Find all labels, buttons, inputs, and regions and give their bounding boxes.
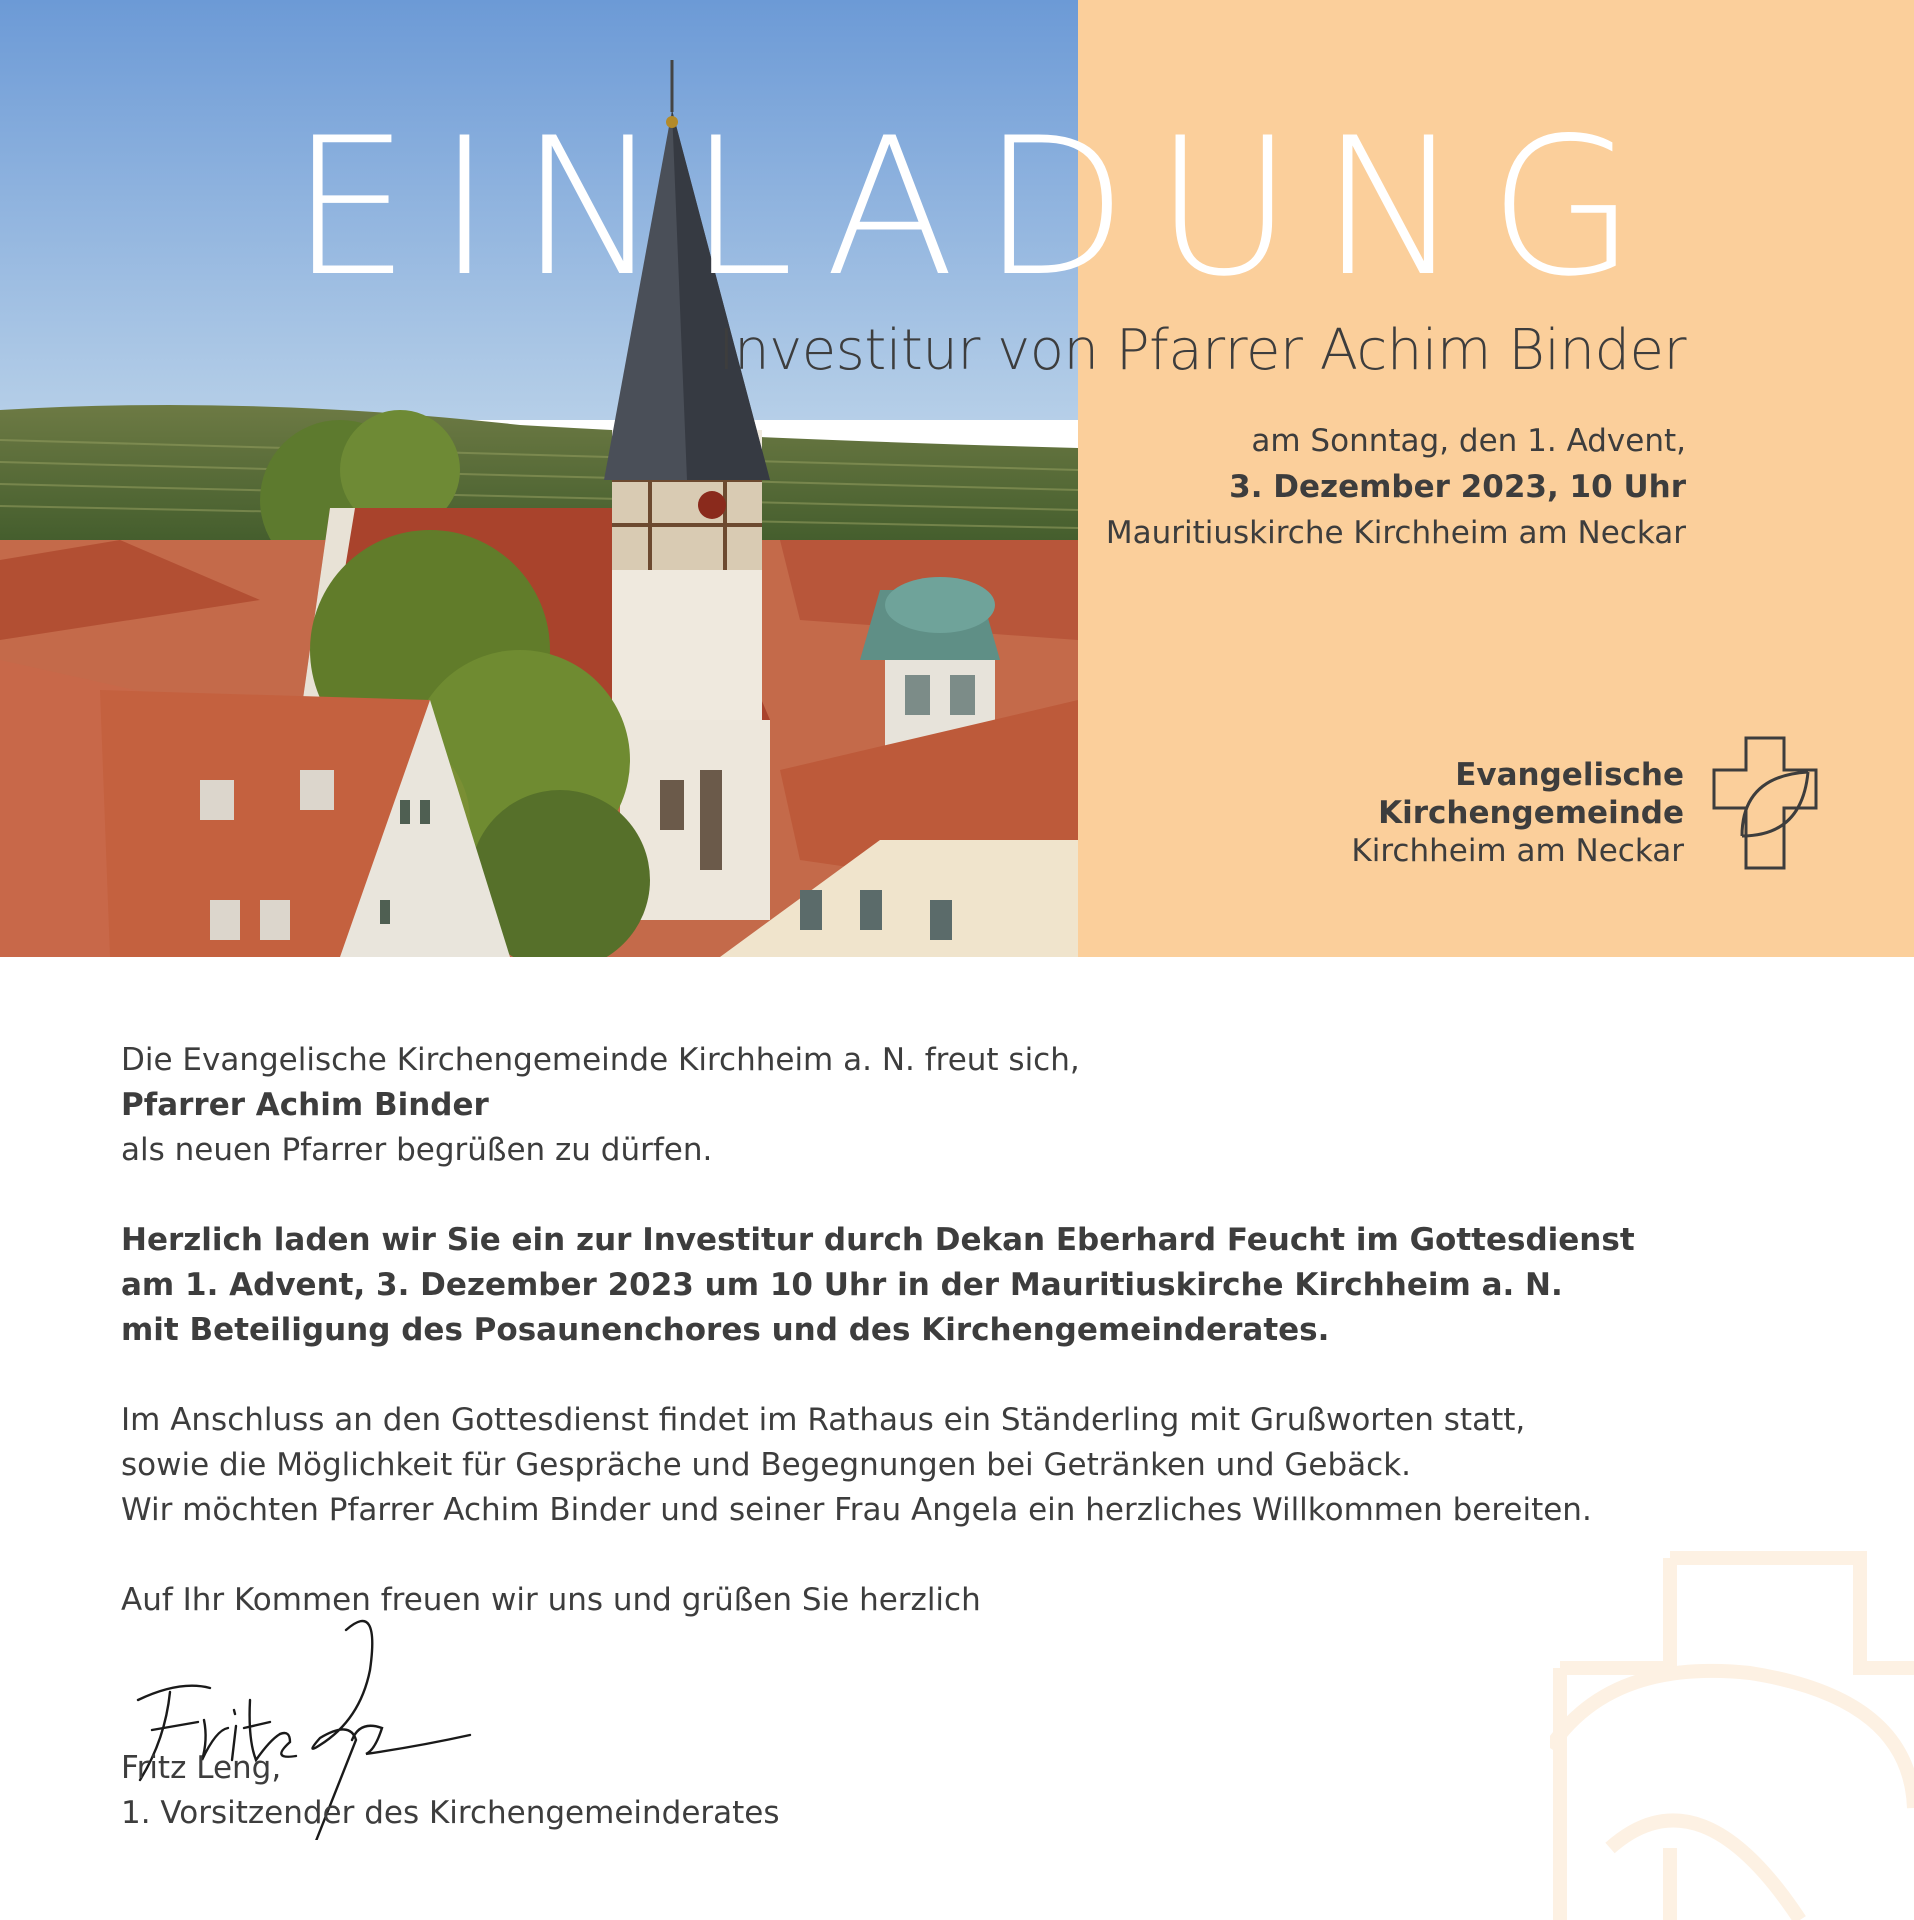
signer-role: 1. Vorsitzender des Kirchengemeinderates bbox=[121, 1795, 780, 1831]
organization-name bbox=[1351, 756, 1684, 870]
reception-line2: sowie die Möglichkeit für Gespräche und Begegnungen bei Getränken und Gebäck. bbox=[121, 1447, 1412, 1483]
event-date-line2: 3. Dezember 2023, 10 Uhr bbox=[1229, 469, 1686, 505]
event-subtitle: Investitur von Pfarrer Achim Binder bbox=[718, 318, 1686, 383]
cross-logo-icon bbox=[1712, 736, 1818, 870]
intro-line3: als neuen Pfarrer begrüßen zu dürfen. bbox=[121, 1132, 713, 1168]
invite-line3: mit Beteiligung des Posaunenchores und des Kirchengemeinderates. bbox=[121, 1312, 1330, 1348]
header-banner bbox=[0, 0, 1914, 957]
intro-line1: Die Evangelische Kirchengemeinde Kirchheim a. N. freut sich, bbox=[121, 1042, 1080, 1078]
org-line3: Kirchheim am Neckar bbox=[1351, 833, 1684, 869]
cross-watermark-icon bbox=[1550, 1548, 1914, 1920]
event-details bbox=[1106, 418, 1686, 556]
intro-line2: Pfarrer Achim Binder bbox=[121, 1087, 489, 1123]
closing-line: Auf Ihr Kommen freuen wir uns und grüßen Sie herzlich bbox=[121, 1582, 981, 1618]
invite-line2: am 1. Advent, 3. Dezember 2023 um 10 Uhr in der Mauritiuskirche Kirchheim a. N. bbox=[121, 1267, 1563, 1303]
invite-line1: Herzlich laden wir Sie ein zur Investitur durch Dekan Eberhard Feucht im Gottesdienst bbox=[121, 1222, 1635, 1258]
signer-name: Fritz Leng, bbox=[121, 1750, 282, 1786]
event-location: Mauritiuskirche Kirchheim am Neckar bbox=[1105, 515, 1686, 551]
reception-line1: Im Anschluss an den Gottesdienst findet im Rathaus ein Ständerling mit Grußworten statt, bbox=[121, 1402, 1526, 1438]
letter-body bbox=[121, 1038, 1641, 1623]
org-line1: Evangelische bbox=[1455, 757, 1684, 793]
invitation-title: EINLADUNG bbox=[290, 97, 1663, 318]
org-line2: Kirchengemeinde bbox=[1378, 795, 1684, 831]
event-date-line1: am Sonntag, den 1. Advent, bbox=[1251, 423, 1686, 459]
signer-block bbox=[121, 1746, 780, 1836]
reception-line3: Wir möchten Pfarrer Achim Binder und seiner Frau Angela ein herzliches Willkommen bereiten. bbox=[121, 1492, 1592, 1528]
